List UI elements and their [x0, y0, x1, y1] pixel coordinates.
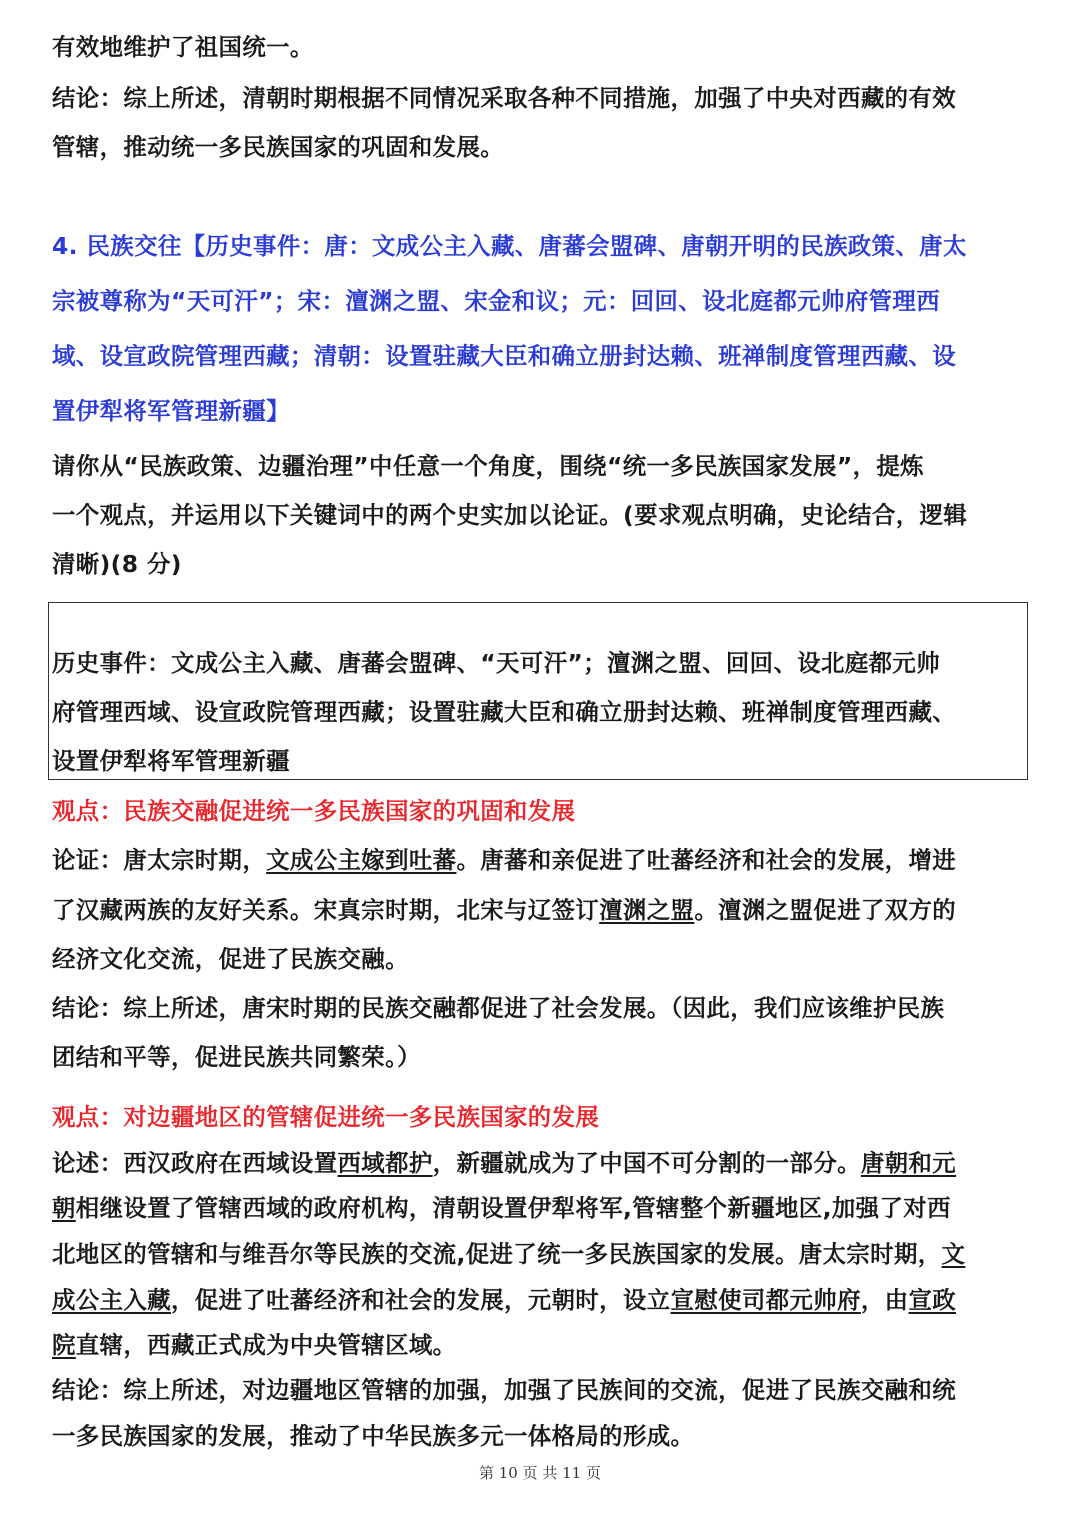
question-prompt-line: 请你从“民族政策、边疆治理”中任意一个角度，围绕“统一多民族国家发展”，提炼 [52, 452, 924, 480]
argument-line [52, 1285, 956, 1315]
underlined-fact: 宣政 [908, 1286, 957, 1314]
underlined-fact: 唐朝和元 [860, 1149, 957, 1177]
question-prompt-line: 一个观点，并运用以下关键词中的两个史实加以论证。(要求观点明确，史论结合，逻辑 [52, 501, 968, 529]
conclusion-line: 团结和平等，促进民族共同繁荣。） [52, 1043, 421, 1071]
conclusion-line: 一多民族国家的发展，推动了中华民族多元一体格局的形成。 [52, 1422, 695, 1450]
argument-line [52, 1148, 956, 1178]
underlined-fact: 西域都护 [337, 1149, 433, 1177]
underlined-fact: 成公主入藏 [52, 1286, 171, 1314]
underlined-fact: 朝 [52, 1194, 76, 1222]
conclusion-line: 结论：综上所述，唐宋时期的民族交融都促进了社会发展。（因此，我们应该维护民族 [52, 994, 945, 1022]
argument-line: 经济文化交流，促进了民族交融。 [52, 945, 409, 973]
argument-text: ，由 [860, 1286, 909, 1314]
underlined-fact: 院 [52, 1331, 76, 1359]
underlined-fact: 宣慰使司都元帅府 [670, 1286, 861, 1314]
viewpoint-heading: 观点：对边疆地区的管辖促进统一多民族国家的发展 [52, 1103, 600, 1131]
argument-text: 论述：西汉政府在西域设置 [52, 1149, 338, 1177]
viewpoint-heading: 观点：民族交融促进统一多民族国家的巩固和发展 [52, 797, 576, 825]
argument-line [52, 1330, 456, 1360]
argument-text: ，新疆就成为了中国不可分割的一部分。 [432, 1149, 861, 1177]
underlined-fact: 澶渊之盟 [599, 896, 695, 924]
question-heading-line: 置伊犁将军管理新疆】 [52, 397, 290, 425]
argument-text: 了汉藏两族的友好关系。宋真宗时期，北宋与辽签订 [52, 896, 600, 924]
question-heading-line: 宗被尊称为“天可汗”；宋：澶渊之盟、宋金和议；元：回回、设北庭都元帅府管理西 [52, 287, 941, 315]
question-heading-line: 域、设宣政院管理西藏；清朝：设置驻藏大臣和确立册封达赖、班禅制度管理西藏、设 [52, 342, 957, 370]
keyword-line: 府管理西域、设宣政院管理西藏；设置驻藏大臣和确立册封达赖、班禅制度管理西藏、 [52, 698, 957, 726]
question-heading-line: 4. 民族交往【历史事件：唐：文成公主入藏、唐蕃会盟碑、唐朝开明的民族政策、唐太 [52, 232, 967, 260]
conclusion-line: 结论：综上所述，对边疆地区管辖的加强，加强了民族间的交流，促进了民族交融和统 [52, 1376, 957, 1404]
argument-text: ，促进了吐蕃经济和社会的发展，元朝时，设立 [170, 1286, 671, 1314]
argument-text: 论证：唐太宗时期， [52, 846, 267, 874]
keyword-line: 历史事件：文成公主入藏、唐蕃会盟碑、“天可汗”；澶渊之盟、回回、设北庭都元帅 [52, 649, 941, 677]
argument-text: 直辖，西藏正式成为中央管辖区域。 [75, 1331, 457, 1359]
underlined-fact: 文 [941, 1240, 966, 1268]
intro-conclusion-line: 管辖，推动统一多民族国家的巩固和发展。 [52, 133, 505, 161]
page-number: 第 10 页 共 11 页 [478, 1464, 601, 1482]
argument-text: 北地区的管辖和与维吾尔等民族的交流,促进了统一多民族国家的发展。唐太宗时期， [52, 1240, 942, 1268]
intro-line: 有效地维护了祖国统一。 [52, 33, 314, 61]
underlined-fact: 文成公主嫁到吐蕃 [266, 846, 457, 874]
argument-line [52, 895, 956, 925]
intro-conclusion-line: 结论：综上所述，清朝时期根据不同情况采取各种不同措施，加强了中央对西藏的有效 [52, 84, 957, 112]
argument-text: 相继设置了管辖西域的政府机构，清朝设置伊犁将军,管辖整个新疆地区,加强了对西 [75, 1194, 951, 1222]
question-prompt-line: 清晰)(8 分) [52, 550, 182, 578]
argument-line [52, 845, 956, 875]
argument-text: 。唐蕃和亲促进了吐蕃经济和社会的发展，增进 [456, 846, 957, 874]
keyword-line: 设置伊犁将军管理新疆 [52, 747, 290, 775]
argument-line [52, 1193, 951, 1223]
argument-line [52, 1239, 965, 1269]
argument-text: 。澶渊之盟促进了双方的 [694, 896, 957, 924]
